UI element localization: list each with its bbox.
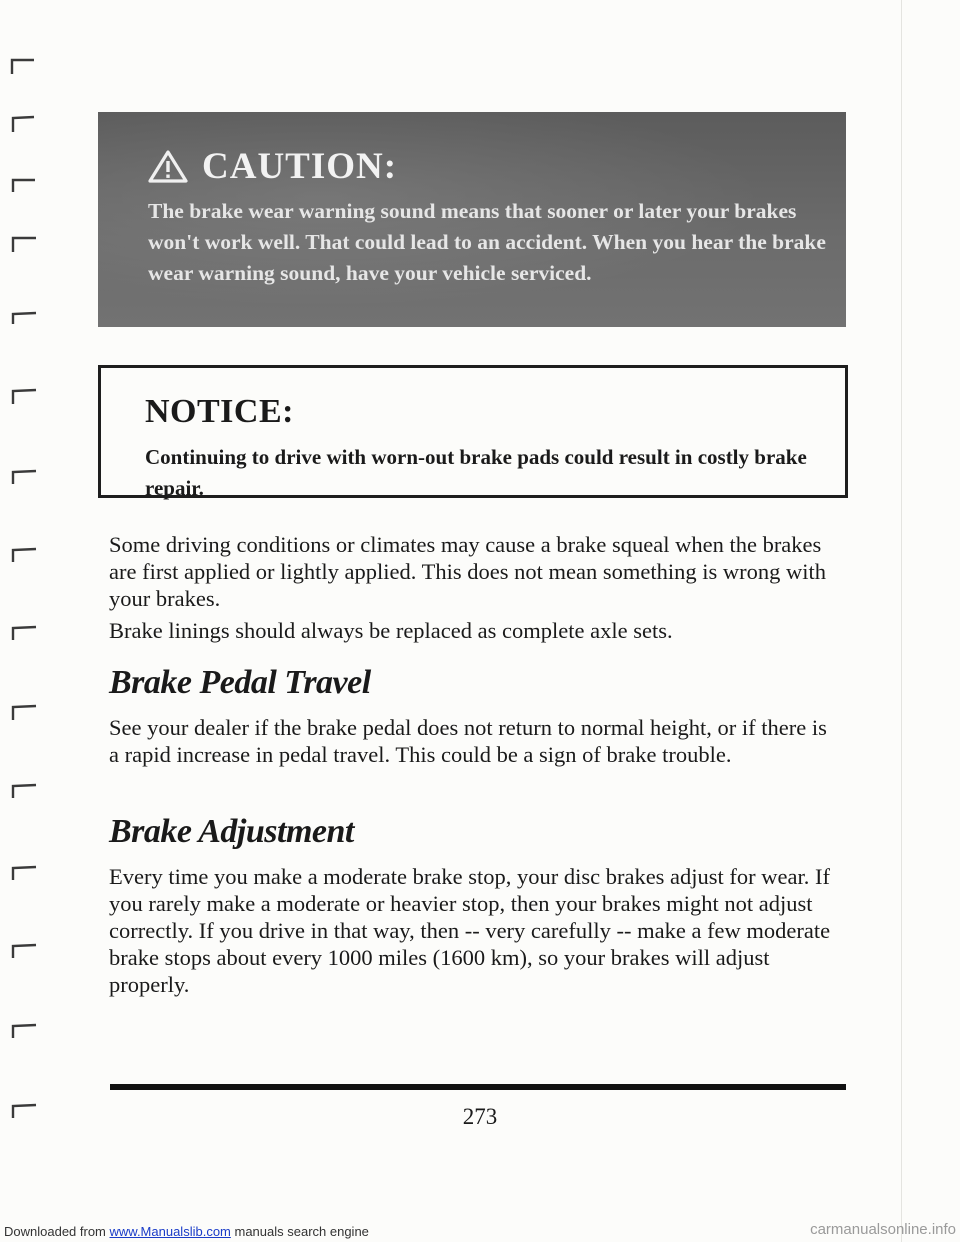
- paragraph-brake-linings: Brake linings should always be replaced as complete axle sets.: [109, 618, 673, 643]
- caution-text: The brake wear warning sound means that sooner or later your brakes won't work well. That could lead to an accident. When you hear the brake wear warning sound, have your vehicle serviced.: [148, 199, 826, 285]
- warning-triangle-icon: [148, 149, 188, 183]
- download-suffix: manuals search engine: [230, 1224, 369, 1239]
- page-edge-line: [901, 0, 902, 1242]
- download-source-note: [4, 1224, 369, 1239]
- binding-marks: [0, 0, 70, 1242]
- caution-title: CAUTION:: [202, 145, 398, 187]
- caution-box: [98, 112, 846, 327]
- notice-title: NOTICE:: [145, 393, 294, 430]
- paragraph-brake-squeal: Some driving conditions or climates may cause a brake squeal when the brakes are first applied or lightly applied. This does not mean something is wrong with your brakes.: [109, 532, 826, 611]
- manualslib-link[interactable]: www.Manualslib.com: [109, 1224, 231, 1239]
- paragraph-brake-pedal-travel: See your dealer if the brake pedal does not return to normal height, or if there is a rapid increase in pedal travel. This could be a sign of brake trouble.: [109, 715, 827, 767]
- page-number: 273: [462, 1104, 498, 1129]
- heading-brake-adjustment: Brake Adjustment: [109, 813, 354, 850]
- footer-rule: [110, 1084, 846, 1090]
- notice-text: Continuing to drive with worn-out brake pads could result in costly brake repair.: [145, 445, 807, 500]
- paragraph-brake-adjustment: Every time you make a moderate brake stop, your disc brakes adjust for wear. If you rarely make a moderate or heavier stop, then your brakes might not adjust correctly. If you drive in that way, then -- very carefully -- make a few moderate brake stops about every 1000 miles (1600 km), so your brakes will adjust properly.: [109, 864, 831, 997]
- download-prefix: Downloaded from: [4, 1224, 110, 1239]
- site-watermark: carmanualsonline.info: [810, 1221, 956, 1238]
- heading-brake-pedal-travel: Brake Pedal Travel: [109, 664, 371, 701]
- caution-header: [148, 142, 812, 190]
- notice-box: [98, 365, 848, 498]
